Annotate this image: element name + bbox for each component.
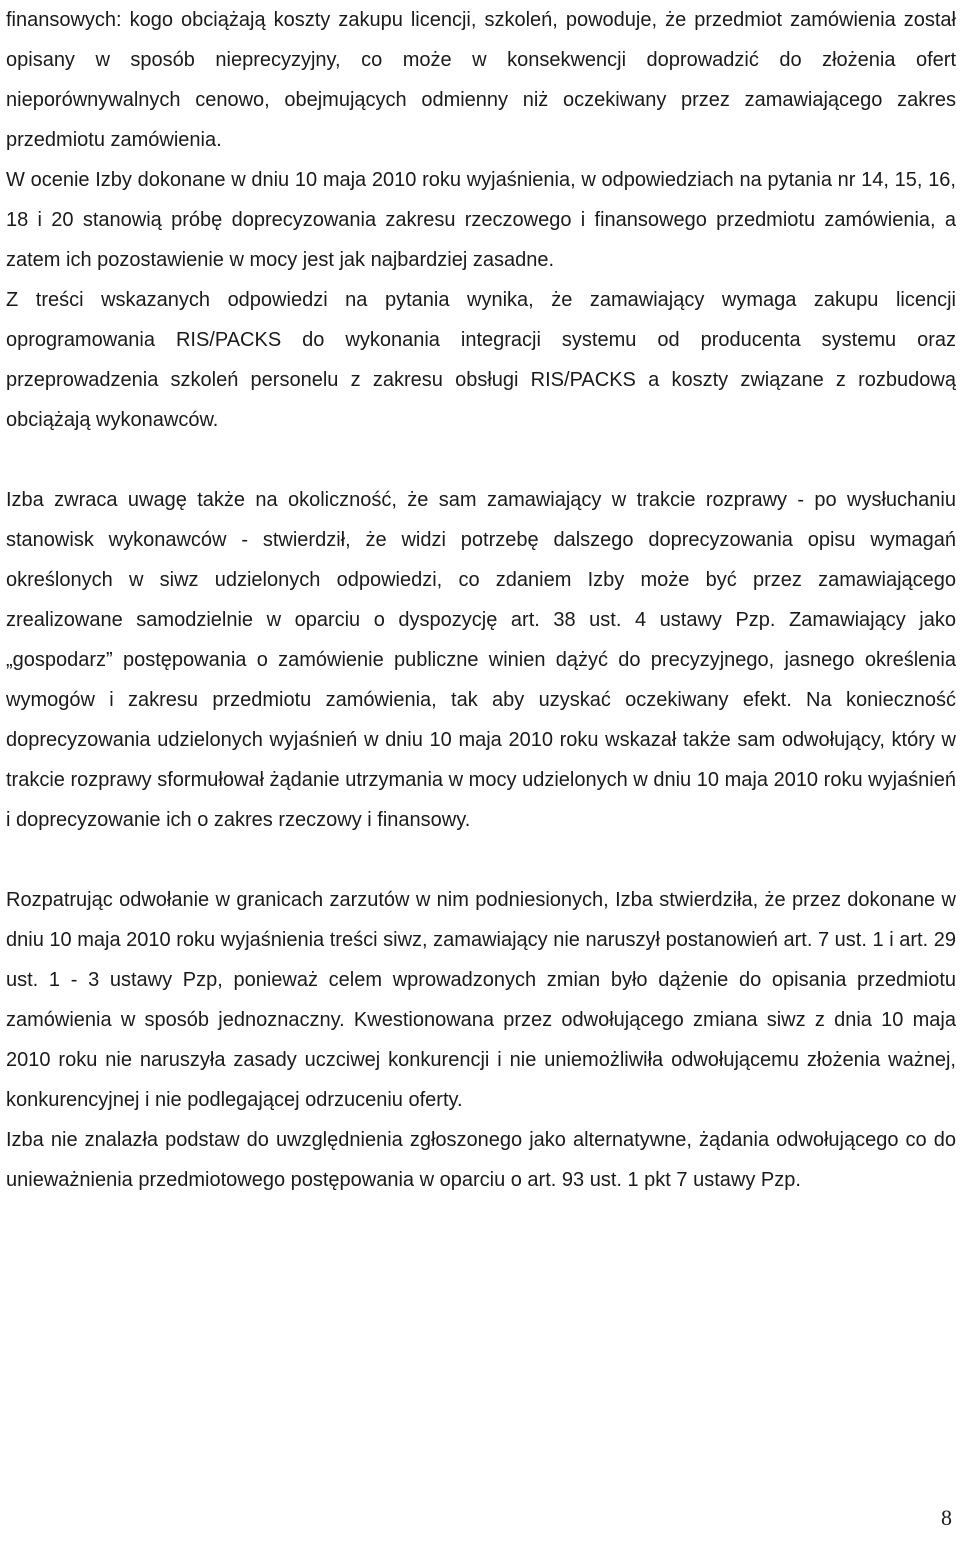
page-number: 8 — [941, 1505, 952, 1530]
document-body — [6, 0, 956, 1200]
paragraph-izba-assessment: W ocenie Izby dokonane w dniu 10 maja 2010 roku wyjaśnienia, w odpowiedziach na pytania nr 14, 15, 16, 18 i 20 stanowią próbę doprecyzowania zakresu rzeczowego i finansowego przedmiotu zamówienia, a zatem ich pozostawienie w mocy jest jak najbardziej zasadne. — [6, 169, 956, 271]
paragraph-answers-content: Z treści wskazanych odpowiedzi na pytania wynika, że zamawiający wymaga zakupu licencji oprogramowania RIS/PACKS do wykonania integracji systemu od producenta systemu oraz przeprowadzenia szkoleń personelu z zakresu obsługi RIS/PACKS a koszty związane z rozbudową obciążają wykonawców. — [6, 289, 956, 431]
paragraph-continuation: finansowych: kogo obciążają koszty zakupu licencji, szkoleń, powoduje, że przedmiot zamówienia został opisany w sposób nieprecyzyjny, co może w konsekwencji doprowadzić do złożenia ofert nieporównywalnych cenowo, obejmujących odmienny niż oczekiwany przez zamawiającego zakres przedmiotu zamówienia. — [6, 9, 956, 151]
paragraph-alternative-request: Izba nie znalazła podstaw do uwzględnienia zgłoszonego jako alternatywne, żądania odwołującego co do unieważnienia przedmiotowego postępowania w oparciu o art. 93 ust. 1 pkt 7 ustawy Pzp. — [6, 1129, 956, 1191]
paragraph-ruling: Rozpatrując odwołanie w granicach zarzutów w nim podniesionych, Izba stwierdziła, że przez dokonane w dniu 10 maja 2010 roku wyjaśnienia treści siwz, zamawiający nie naruszył postanowień art. 7 ust. 1 i art. 29 ust. 1 - 3 ustawy Pzp, ponieważ celem wprowadzonych zmian było dążenie do opisania przedmiotu zamówienia w sposób jednoznaczny. Kwestionowana przez odwołującego zmiana siwz z dnia 10 maja 2010 roku nie naruszyła zasady uczciwej konkurencji i nie uniemożliwiła odwołującemu złożenia ważnej, konkurencyjnej i nie podlegającej odrzuceniu oferty. — [6, 889, 956, 1111]
paragraph-izba-notes: Izba zwraca uwagę także na okoliczność, że sam zamawiający w trakcie rozprawy - po wysłuchaniu stanowisk wykonawców - stwierdził, że widzi potrzebę dalszego doprecyzowania opisu wymagań określonych w siwz udzielonych odpowiedzi, co zdaniem Izby może być przez zamawiającego zrealizowane samodzielnie w oparciu o dyspozycję art. 38 ust. 4 ustawy Pzp. Zamawiający jako „gospodarz” postępowania o zamówienie publiczne winien dążyć do precyzyjnego, jasnego określenia wymogów i zakresu przedmiotu zamówienia, tak aby uzyskać oczekiwany efekt. Na konieczność doprecyzowania udzielonych wyjaśnień w dniu 10 maja 2010 roku wskazał także sam odwołujący, który w trakcie rozprawy sformułował żądanie utrzymania w mocy udzielonych w dniu 10 maja 2010 roku wyjaśnień i doprecyzowanie ich o zakres rzeczowy i finansowy. — [6, 489, 956, 831]
